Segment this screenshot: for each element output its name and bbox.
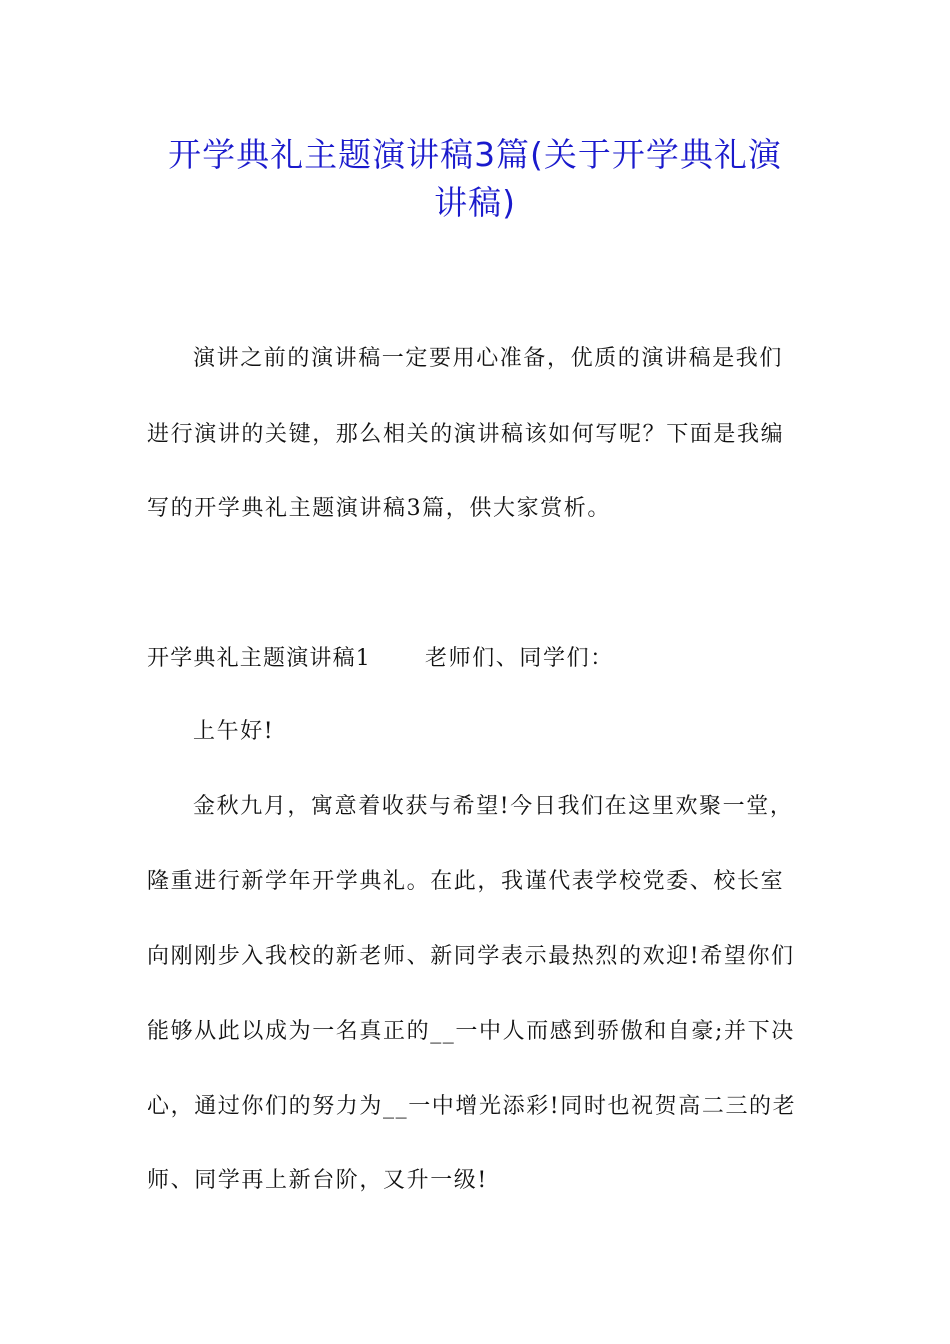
salutation: 老师们、同学们： bbox=[425, 646, 614, 671]
intro-line-3: 写的开学典礼主题演讲稿3篇，供大家赏析。 bbox=[147, 496, 611, 521]
greeting: 上午好! bbox=[193, 719, 275, 744]
intro-line-2: 进行演讲的关键，那么相关的演讲稿该如何写呢？下面是我编 bbox=[147, 422, 785, 447]
section-heading: 开学典礼主题演讲稿1 bbox=[147, 646, 371, 671]
body-line-6: 师、同学再上新台阶，又升一级! bbox=[147, 1168, 488, 1193]
body-line-4: 能够从此以成为一名真正的__一中人而感到骄傲和自豪;并下决 bbox=[147, 1019, 795, 1044]
intro-line-1: 演讲之前的演讲稿一定要用心准备，优质的演讲稿是我们 bbox=[193, 346, 784, 371]
body-line-5: 心，通过你们的努力为__一中增光添彩!同时也祝贺高二三的老 bbox=[147, 1094, 797, 1119]
body-line-2: 隆重进行新学年开学典礼。在此，我谨代表学校党委、校长室 bbox=[147, 869, 785, 894]
body-line-1: 金秋九月，寓意着收获与希望!今日我们在这里欢聚一堂， bbox=[193, 794, 794, 819]
document-title-line-1: 开学典礼主题演讲稿3篇(关于开学典礼演 bbox=[168, 135, 782, 174]
document-title-line-2: 讲稿) bbox=[434, 183, 516, 222]
body-line-3: 向刚刚步入我校的新老师、新同学表示最热烈的欢迎!希望你们 bbox=[147, 944, 795, 969]
